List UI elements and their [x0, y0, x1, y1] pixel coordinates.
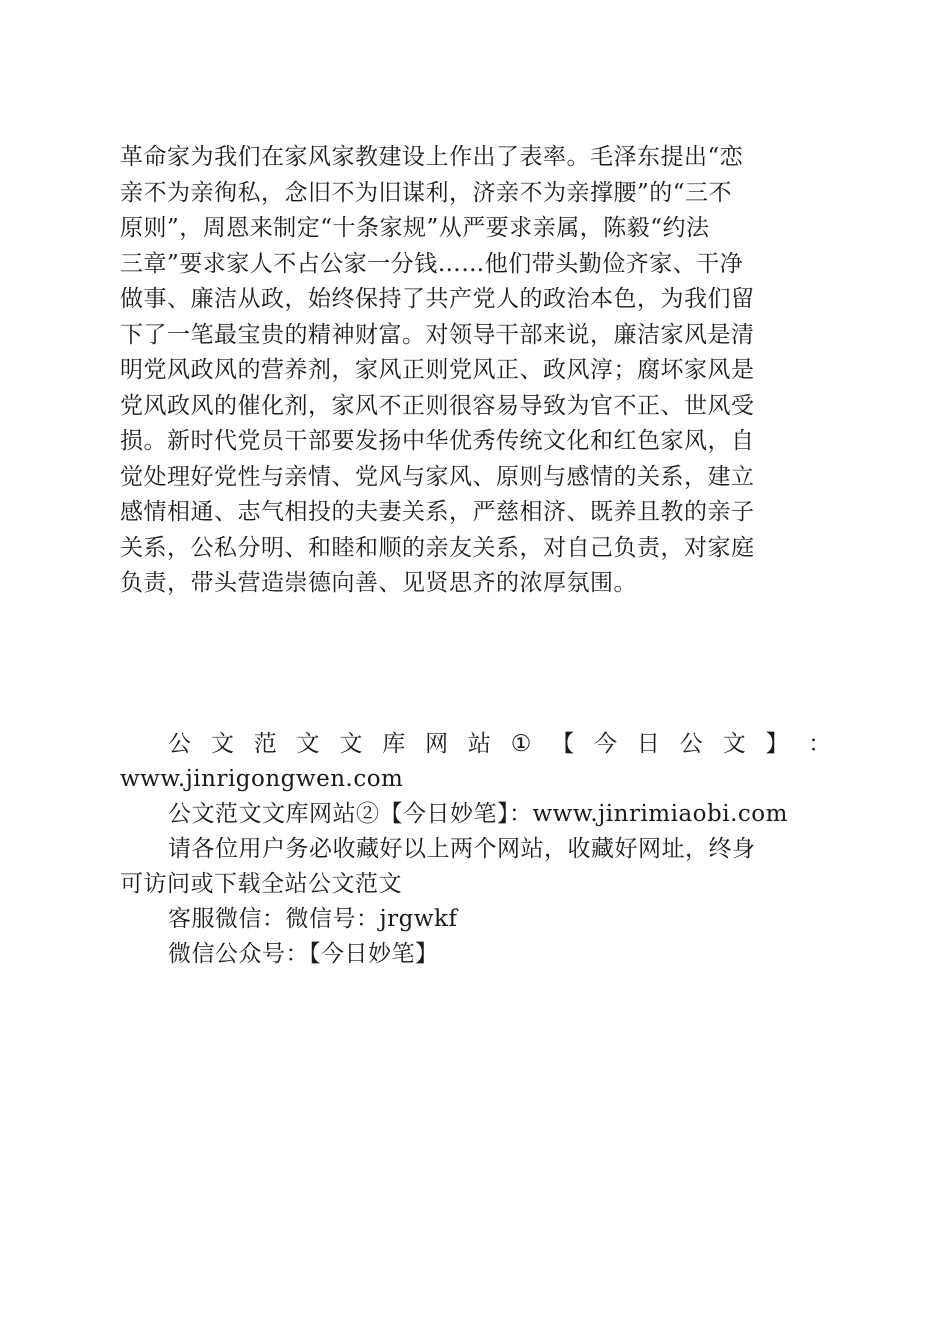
site1-char: 日: [636, 731, 661, 757]
site1-char: 文: [210, 731, 235, 757]
body-line: 三章”要求家人不占公家一分钱……他们带头勤俭齐家、干净: [120, 250, 744, 277]
body-paragraph: [120, 140, 832, 602]
site1-char: 文: [296, 731, 321, 757]
body-line: 关系，公私分明、和睦和顺的亲友关系，对自己负责，对家庭: [120, 534, 755, 561]
site1-char: ①: [510, 731, 532, 757]
footer-info: [120, 727, 832, 972]
body-line: 感情相通、志气相投的夫妻关系，严慈相济、既养且教的亲子: [120, 499, 755, 525]
site1-char: 公: [168, 731, 192, 757]
wechat-line: 客服微信：微信号：jrgwkf: [168, 906, 458, 932]
site2-line[interactable]: 公文范文文库网站②【今日妙笔】：www.jinrimiaobi.com: [168, 801, 788, 827]
body-line: 革命家为我们在家风家教建设上作出了表率。毛泽东提出“恋: [120, 144, 744, 170]
site1-char: 文: [722, 731, 747, 757]
body-line: 明党风政风的营养剂，家风正则党风正、政风淳；腐坏家风是: [120, 357, 755, 383]
site1-char: ：: [808, 731, 832, 757]
site1-label: [120, 727, 832, 762]
body-line: 党风政风的催化剂，家风不正则很容易导致为官不正、世风受: [120, 392, 755, 419]
body-line: 下了一笔最宝贵的精神财富。对领导干部来说，廉洁家风是清: [120, 321, 755, 348]
notice-line: 请各位用户务必收藏好以上两个网站，收藏好网址，终身: [168, 836, 756, 862]
site1-char: 网: [425, 731, 449, 757]
body-line: 做事、廉洁从政，始终保持了共产党人的政治本色，为我们留: [120, 286, 755, 312]
body-line: 损。新时代党员干部要发扬中华优秀传统文化和红色家风，自: [120, 428, 755, 454]
site1-char: 今: [594, 731, 618, 757]
body-line: 觉处理好党性与亲情、党风与家风、原则与感情的关系，建立: [120, 463, 755, 490]
site1-char: 】: [765, 731, 789, 757]
site1-url[interactable]: www.jinrigongwen.com: [120, 766, 404, 792]
site1-char: 站: [467, 731, 492, 757]
site1-char: 范: [253, 731, 278, 757]
site1-char: 库: [382, 731, 406, 757]
body-line: 原则”，周恩来制定“十条家规”从严要求亲属，陈毅“约法: [120, 215, 710, 241]
site1-char: 公: [679, 731, 704, 757]
notice-line-continued: 可访问或下载全站公文范文: [120, 871, 402, 897]
site1-char: 文: [339, 731, 363, 757]
body-line: 亲不为亲徇私，念旧不为旧谋利，济亲不为亲撑腰”的“三不: [120, 179, 733, 206]
body-line: 负责，带头营造崇德向善、见贤思齐的浓厚氛围。: [120, 570, 637, 596]
official-account-line: 微信公众号：【今日妙笔】: [168, 941, 439, 967]
site1-char: 【: [551, 731, 575, 757]
